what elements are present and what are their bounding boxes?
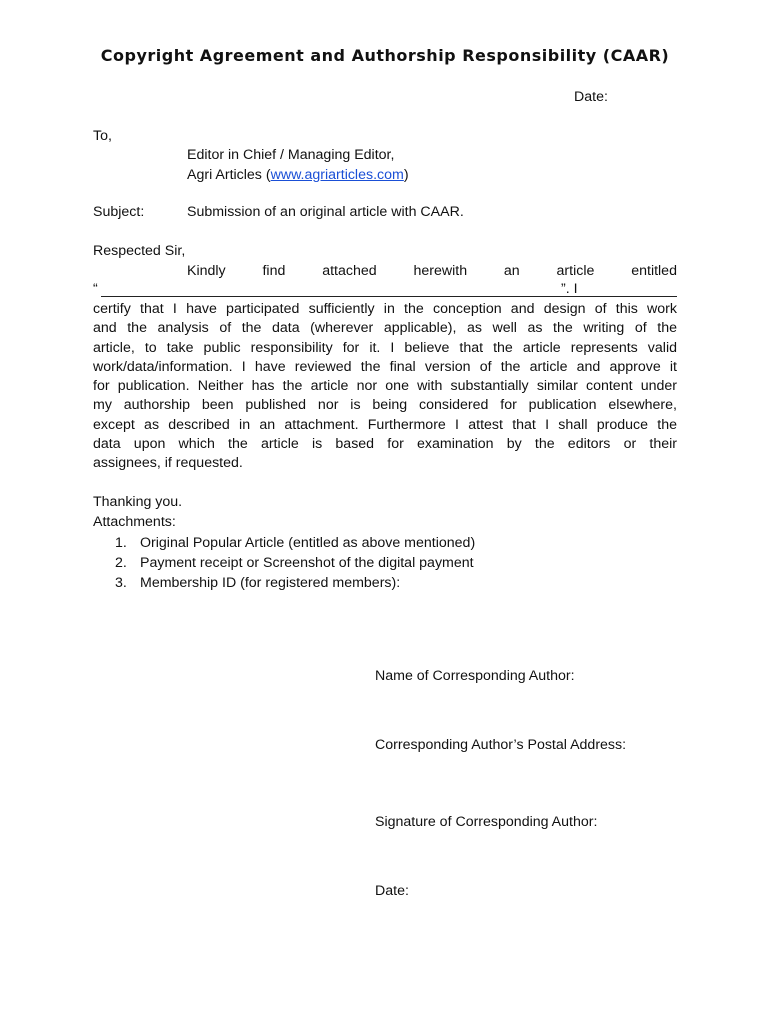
list-text: Membership ID (for registered members):: [140, 575, 401, 591]
recipient-suffix: ): [403, 167, 409, 183]
author-name-blank[interactable]: [496, 296, 677, 297]
website-link[interactable]: www.agriarticles.com: [270, 167, 404, 183]
paragraph-line: assignees, if requested.: [93, 455, 243, 472]
intro-word: article: [556, 263, 595, 279]
list-number: 3.: [115, 575, 127, 591]
intro-word: entitled: [631, 263, 677, 279]
list-item: [115, 553, 475, 573]
closing: Thanking you.: [93, 494, 183, 510]
signature-date-field: Date:: [375, 883, 409, 899]
signature-field: Signature of Corresponding Author:: [375, 814, 598, 830]
paragraph-line: except as described in an attachment. Furthermore I attest that I shall produce the: [93, 416, 677, 433]
paragraph-line: for publication. Neither has the article nor one with substantially similar content under: [93, 378, 677, 395]
subject-label: Subject:: [93, 204, 145, 220]
intro-word: Kindly: [187, 263, 226, 279]
paragraph-line: article, to take public responsibility for it. I believe that the article represents valid: [93, 339, 677, 356]
document-title: Copyright Agreement and Authorship Responsibility (CAAR): [100, 46, 670, 65]
postal-address-field: Corresponding Author’s Postal Address:: [375, 737, 627, 753]
list-text: Payment receipt or Screenshot of the digital payment: [140, 555, 474, 571]
paragraph-line: data upon which the article is based for examination by the editors or their: [93, 436, 677, 453]
paragraph-line: my authorship been published nor is being considered for publication elsewhere,: [93, 397, 677, 414]
close-quote: ”. I: [561, 281, 578, 297]
salutation: Respected Sir,: [93, 243, 186, 259]
paragraph-line: certify that I have participated sufficiently in the conception and design of this work: [93, 301, 677, 317]
list-text: Original Popular Article (entitled as above mentioned): [140, 535, 476, 551]
intro-word: herewith: [413, 263, 468, 279]
declaration-paragraph: [93, 300, 677, 474]
list-number: 2.: [115, 555, 127, 571]
intro-line: [187, 263, 677, 279]
list-item: [115, 573, 475, 593]
recipient-line-2: [187, 167, 409, 183]
intro-word: an: [503, 263, 520, 279]
open-quote: “: [93, 281, 98, 297]
intro-word: find: [262, 263, 286, 279]
attachments-list: [115, 533, 475, 593]
intro-word: attached: [322, 263, 377, 279]
article-title-blank[interactable]: [101, 296, 562, 297]
list-item: [115, 533, 475, 553]
attachments-label: Attachments:: [93, 514, 176, 530]
recipient-line-1: Editor in Chief / Managing Editor,: [187, 147, 395, 163]
paragraph-line: work/data/information. I have reviewed the final version of the article and approve it: [93, 358, 677, 375]
paragraph-line: and the analysis of the data (wherever applicable), as well as the writing of the: [93, 320, 677, 337]
date-label: Date:: [574, 89, 608, 105]
subject-text: Submission of an original article with CAAR.: [187, 204, 464, 220]
author-name-field: Name of Corresponding Author:: [375, 668, 575, 684]
list-number: 1.: [115, 535, 127, 551]
recipient-prefix: Agri Articles (: [187, 167, 271, 183]
article-title-line: [93, 281, 677, 299]
recipient-to: To,: [93, 128, 112, 144]
